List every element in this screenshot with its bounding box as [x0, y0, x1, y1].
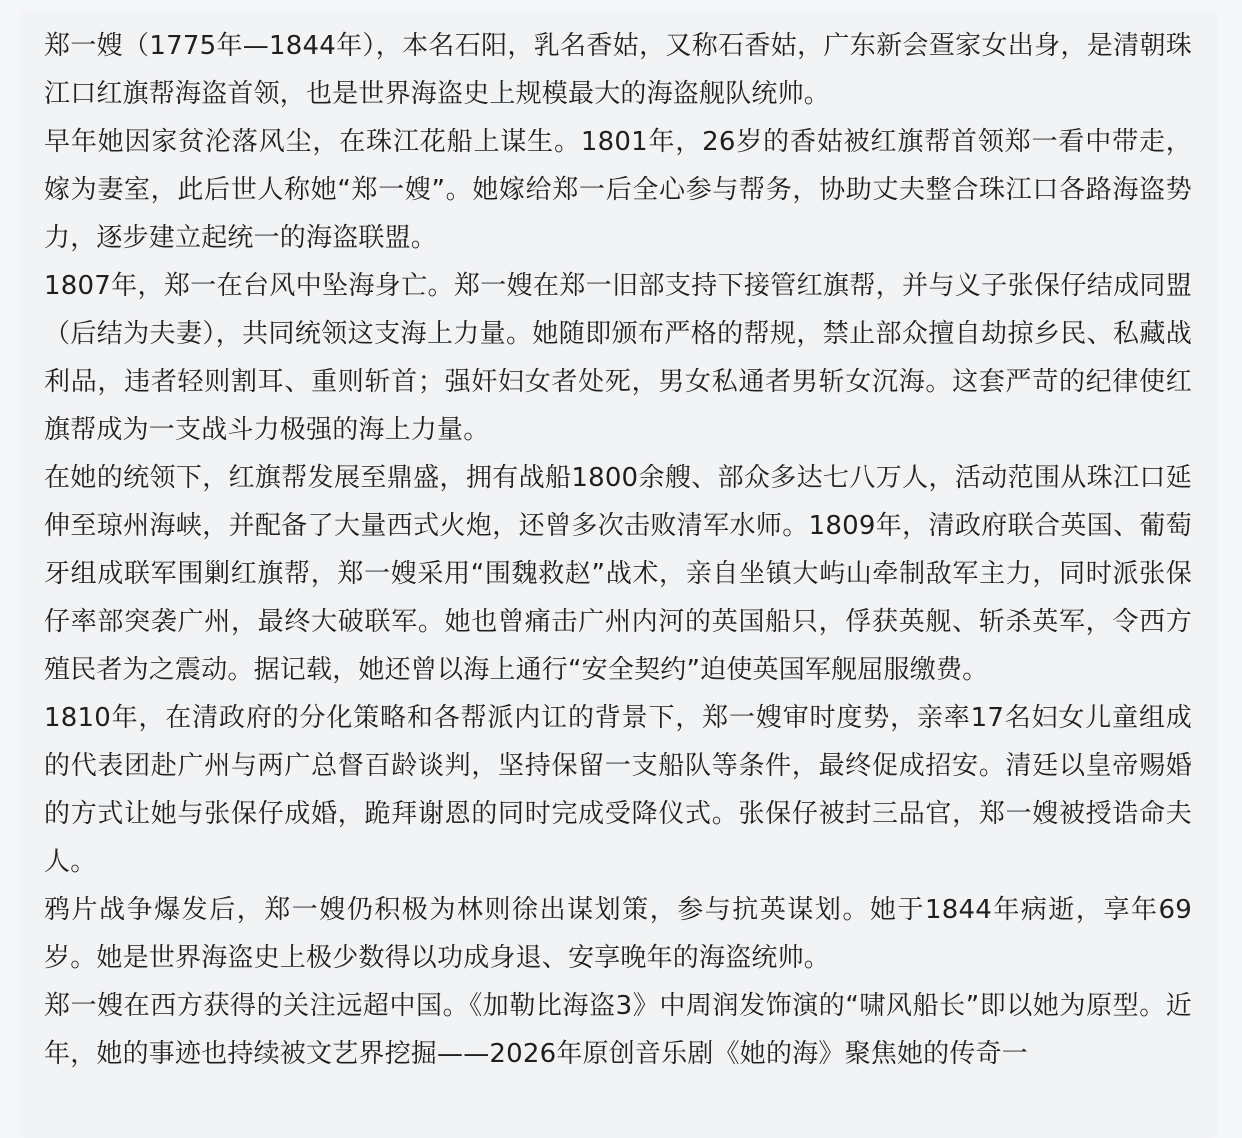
- paragraph-intro: 郑一嫂（1775年—1844年），本名石阳，乳名香姑，又称石香姑，广东新会疍家女出身，是清朝珠江口红旗帮海盗首领，也是世界海盗史上规模最大的海盗舰队统帅。: [44, 31, 1192, 109]
- paragraph-1807: 1807年，郑一在台风中坠海身亡。郑一嫂在郑一旧部支持下接管红旗帮，并与义子张保仔结成同盟（后结为夫妻），共同统领这支海上力量。她随即颁布严格的帮规，禁止部众擅自劫掠乡民、私藏战利品，违者轻则割耳、重则斩首；强奸妇女者处死，男女私通者男斩女沉海。这套严苛的纪律使红旗帮成为一支战斗力极强的海上力量。: [44, 271, 1192, 445]
- paragraph-peak: 在她的统领下，红旗帮发展至鼎盛，拥有战船1800余艘、部众多达七八万人，活动范围从珠江口延伸至琼州海峡，并配备了大量西式火炮，还曾多次击败清军水师。1809年，清政府联合英国、葡萄牙组成联军围剿红旗帮，郑一嫂采用“围魏救赵”战术，亲自坐镇大屿山牵制敌军主力，同时派张保仔率部突袭广州，最终大破联军。她也曾痛击广州内河的英国船只，俘获英舰、斩杀英军，令西方殖民者为之震动。据记载，她还曾以海上通行“安全契约”迫使英国军舰屈服缴费。: [44, 463, 1192, 685]
- paragraph-early-life: 早年她因家贫沦落风尘，在珠江花船上谋生。1801年，26岁的香姑被红旗帮首领郑一看中带走，嫁为妻室，此后世人称她“郑一嫂”。她嫁给郑一后全心参与帮务，协助丈夫整合珠江口各路海盗势力，逐步建立起统一的海盗联盟。: [44, 127, 1192, 253]
- paragraph-1810: 1810年，在清政府的分化策略和各帮派内讧的背景下，郑一嫂审时度势，亲率17名妇女儿童组成的代表团赴广州与两广总督百龄谈判，坚持保留一支船队等条件，最终促成招安。清廷以皇帝赐婚的方式让她与张保仔成婚，跪拜谢恩的同时完成受降仪式。张保仔被封三品官，郑一嫂被授诰命夫人。: [44, 703, 1192, 877]
- article-container: [20, 10, 1218, 1138]
- article-body: [20, 10, 1218, 1078]
- paragraph-opium-war: 鸦片战争爆发后，郑一嫂仍积极为林则徐出谋划策，参与抗英谋划。她于1844年病逝，享年69岁。她是世界海盗史上极少数得以功成身退、安享晚年的海盗统帅。: [44, 895, 1192, 973]
- paragraph-legacy: 郑一嫂在西方获得的关注远超中国。《加勒比海盗3》中周润发饰演的“啸风船长”即以她为原型。近年，她的事迹也持续被文艺界挖掘——2026年原创音乐剧《她的海》聚焦她的传奇一: [44, 991, 1192, 1069]
